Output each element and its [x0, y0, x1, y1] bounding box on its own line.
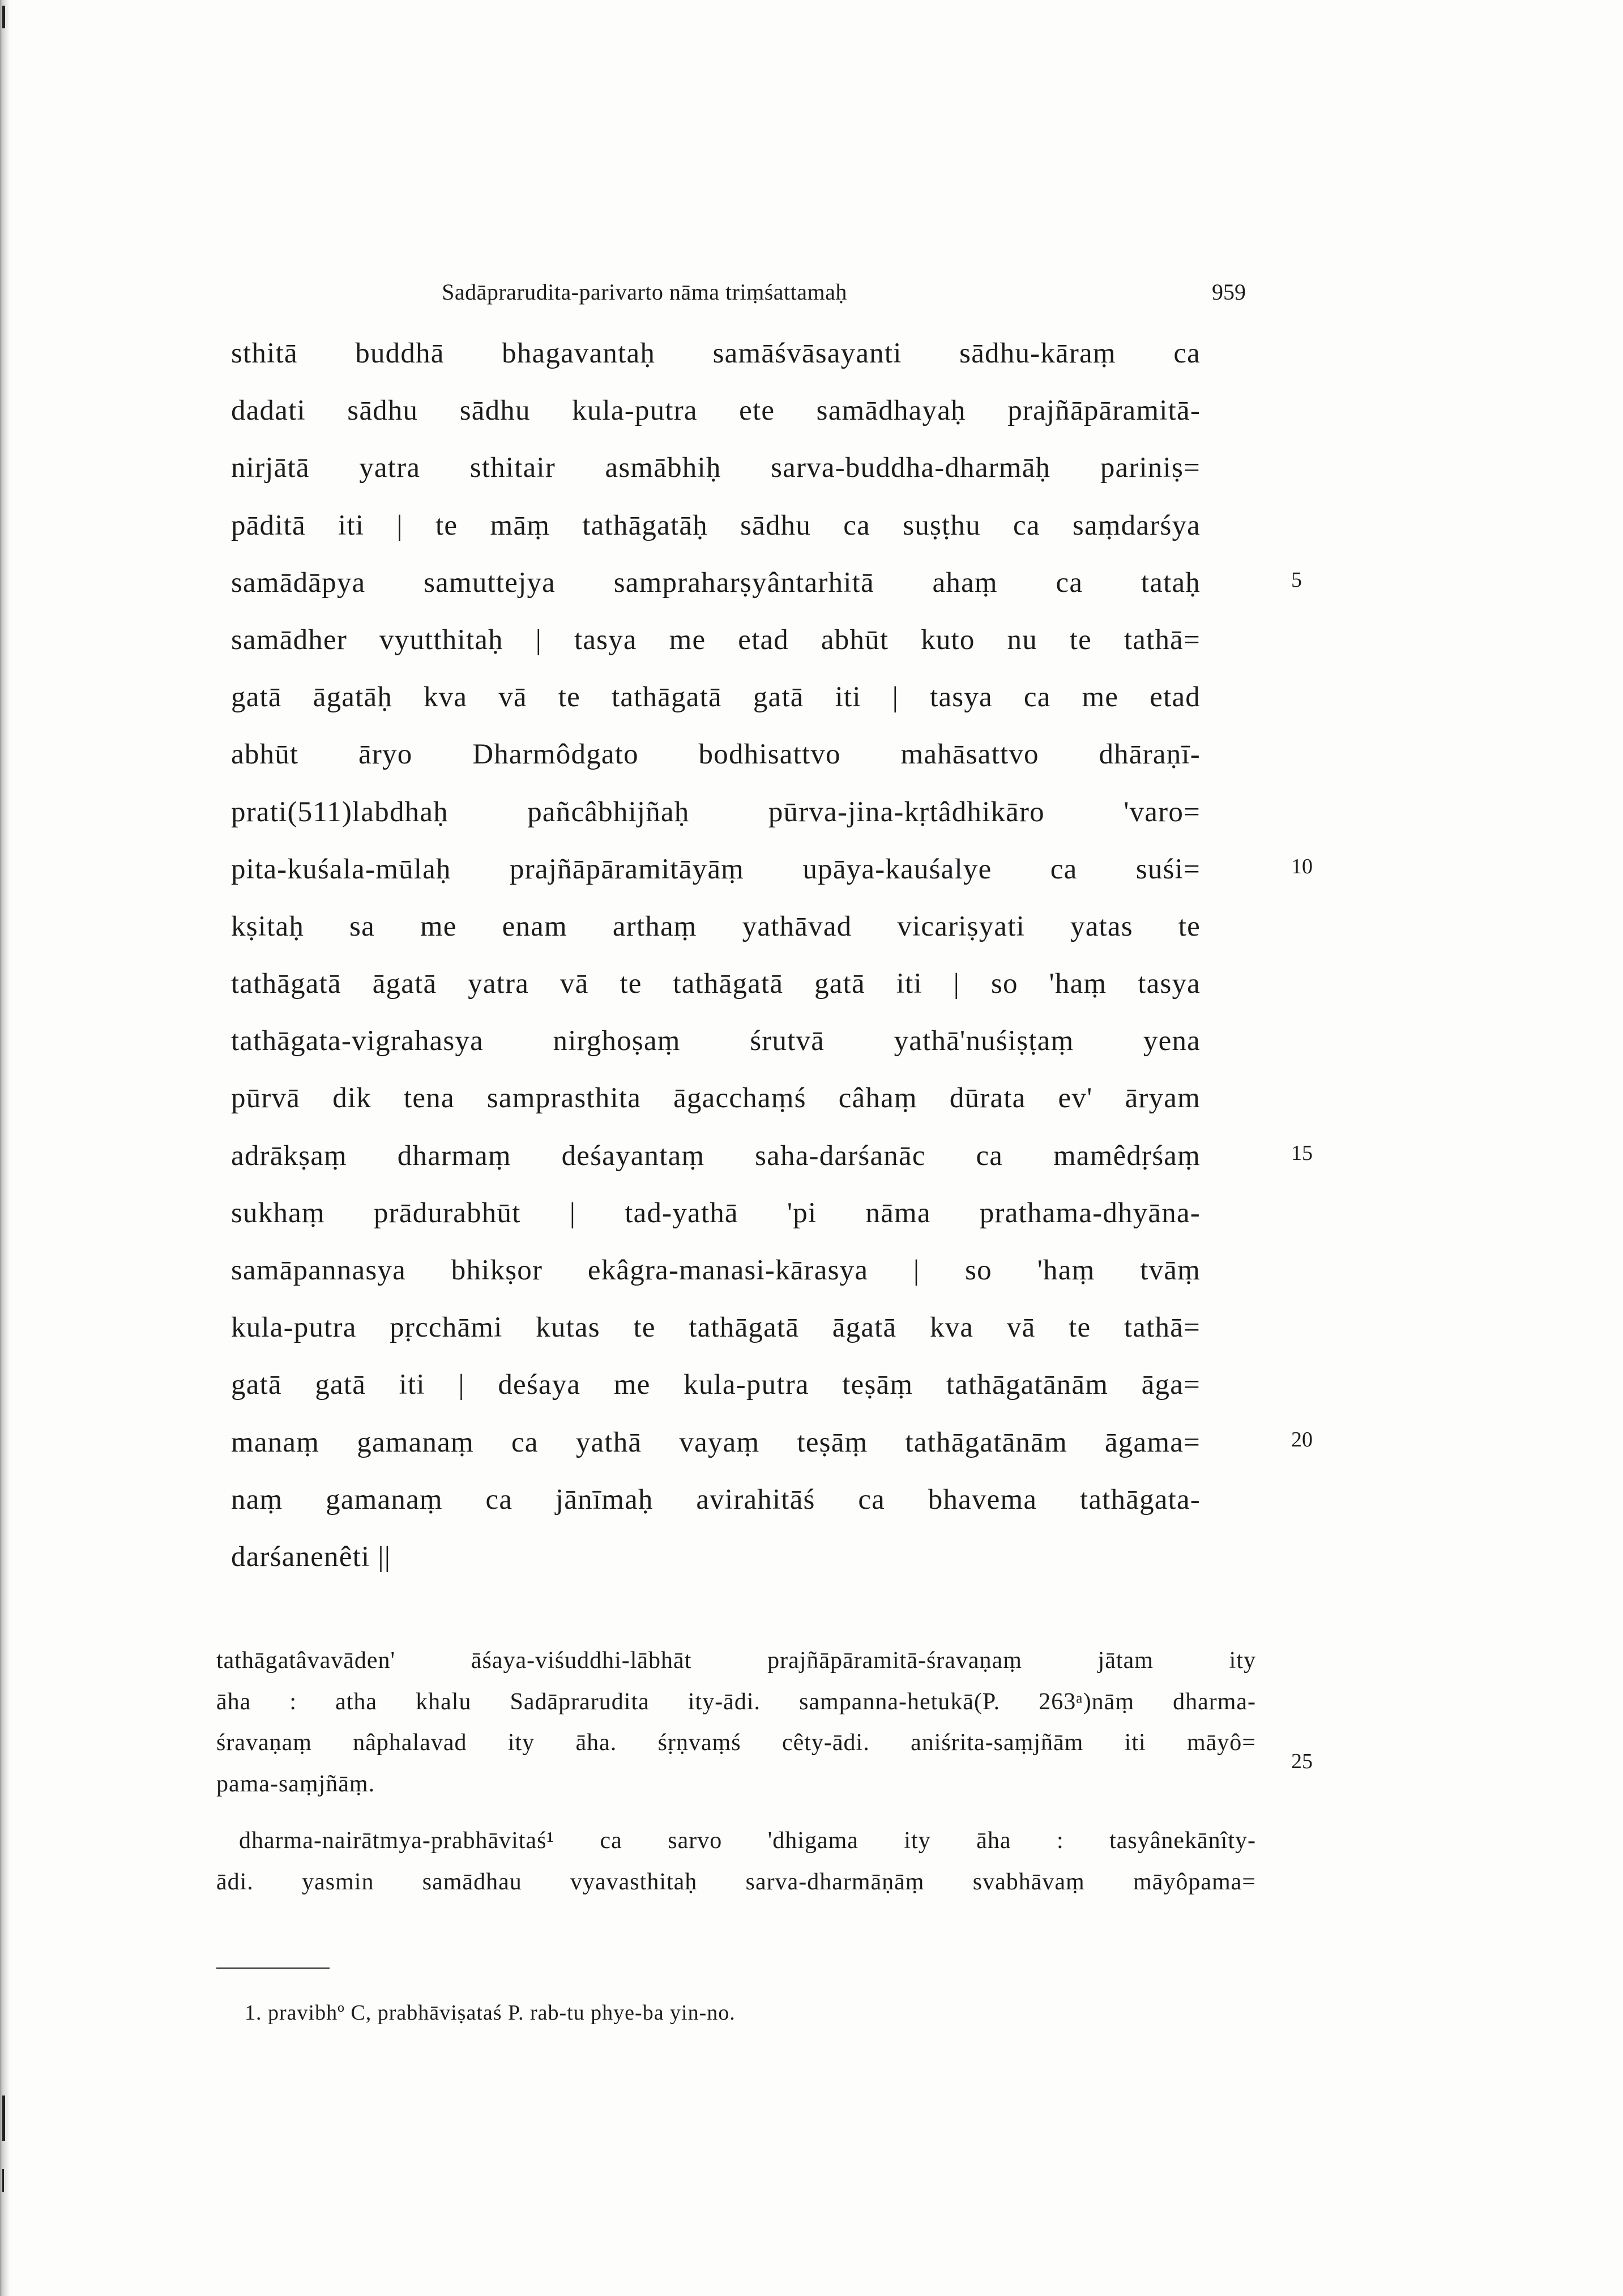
verse-line: samādher vyutthitaḥ | tasya me etad abhūt kuto nu te tathā=	[231, 624, 1201, 656]
verse-line: kṣitaḥ sa me enam arthaṃ yathāvad vicariṣyati yatas te	[231, 910, 1201, 942]
verse-line: pita-kuśala-mūlaḥ prajñāpāramitāyāṃ upāya-kauśalye ca suśi=	[231, 853, 1201, 885]
commentary-line: ādi. yasmin samādhau vyavasthitaḥ sarva-dharmāṇāṃ svabhāvaṃ māyôpama=	[216, 1868, 1256, 1895]
line-number: 10	[1291, 855, 1313, 878]
page-number: 959	[1212, 279, 1246, 305]
scan-edge	[0, 0, 10, 2296]
verse-line: pāditā iti | te māṃ tathāgatāḥ sādhu ca suṣṭhu ca saṃdarśya	[231, 509, 1201, 541]
verse-line: nirjātā yatra sthitair asmābhiḥ sarva-buddha-dharmāḥ pariniṣ=	[231, 452, 1201, 484]
verse-line: pūrvā dik tena samprasthita āgacchaṃś câhaṃ dūrata ev' āryam	[231, 1082, 1201, 1115]
footnote-rule	[216, 1968, 330, 1969]
verse-line: dadati sādhu sādhu kula-putra ete samādhayaḥ prajñāpāramitā-	[231, 395, 1201, 427]
verse-line: darśanenêti ||	[231, 1540, 391, 1573]
commentary-line: āha : atha khalu Sadāprarudita ity-ādi. sampanna-hetukā(P. 263ᵃ)nāṃ dharma-	[216, 1688, 1256, 1715]
verse-text	[231, 325, 1201, 1586]
verse-line: sukhaṃ prādurabhūt | tad-yathā 'pi nāma prathama-dhyāna-	[231, 1197, 1201, 1229]
line-number: 25	[1291, 1749, 1313, 1773]
verse-line: manaṃ gamanaṃ ca yathā vayaṃ teṣāṃ tathāgatānām āgama=	[231, 1426, 1201, 1458]
commentary-line: pama-saṃjñāṃ.	[216, 1770, 375, 1797]
line-number: 20	[1291, 1428, 1313, 1452]
commentary-line: tathāgatâvavāden' āśaya-viśuddhi-lābhāt prajñāpāramitā-śravaṇaṃ jātam ity	[216, 1648, 1256, 1674]
verse-line: samāpannasya bhikṣor ekâgra-manasi-kārasya | so 'haṃ tvāṃ	[231, 1254, 1201, 1286]
verse-line: samādāpya samuttejya sampraharṣyântarhitā ahaṃ ca tataḥ	[231, 566, 1201, 599]
commentary-line: dharma-nairātmya-prabhāvitaś¹ ca sarvo 'dhigama ity āha : tasyânekānîty-	[239, 1828, 1256, 1854]
scan-edge-mark	[2, 2096, 5, 2141]
commentary-line: śravaṇaṃ nâphalavad ity āha. śṛṇvaṃś cêty-ādi. aniśrita-saṃjñām iti māyô=	[216, 1730, 1256, 1756]
running-head	[227, 275, 1246, 309]
verse-line: abhūt āryo Dharmôdgato bodhisattvo mahāsattvo dhāraṇī-	[231, 739, 1201, 771]
line-number: 15	[1291, 1141, 1313, 1165]
verse-line: tathāgata-vigrahasya nirghoṣaṃ śrutvā yathā'nuśiṣṭaṃ yena	[231, 1025, 1201, 1057]
scan-edge-mark	[2, 6, 5, 28]
footnote: 1. pravibhº C, prabhāviṣataś P. rab-tu phye-ba yin-no.	[245, 2001, 736, 2025]
verse-line: gatā āgatāḥ kva vā te tathāgatā gatā iti | tasya ca me etad	[231, 681, 1201, 714]
commentary-text	[216, 1640, 1256, 1902]
running-title: Sadāprarudita-parivarto nāma triṃśattamaḥ	[442, 279, 847, 305]
scan-edge-mark	[2, 2169, 4, 2192]
verse-line: naṃ gamanaṃ ca jānīmaḥ avirahitāś ca bhavema tathāgata-	[231, 1483, 1201, 1516]
verse-line: gatā gatā iti | deśaya me kula-putra teṣāṃ tathāgatānām āga=	[231, 1369, 1201, 1401]
verse-line: sthitā buddhā bhagavantaḥ samāśvāsayanti sādhu-kāraṃ ca	[231, 338, 1201, 369]
verse-line: adrākṣaṃ dharmaṃ deśayantaṃ saha-darśanāc ca mamêdṛśaṃ	[231, 1140, 1201, 1172]
verse-line: prati(511)labdhaḥ pañcâbhijñaḥ pūrva-jina-kṛtâdhikāro 'varo=	[231, 796, 1201, 828]
verse-line: tathāgatā āgatā yatra vā te tathāgatā gatā iti | so 'haṃ tasya	[231, 968, 1201, 1000]
verse-line: kula-putra pṛcchāmi kutas te tathāgatā āgatā kva vā te tathā=	[231, 1312, 1201, 1344]
line-number: 5	[1291, 568, 1302, 592]
